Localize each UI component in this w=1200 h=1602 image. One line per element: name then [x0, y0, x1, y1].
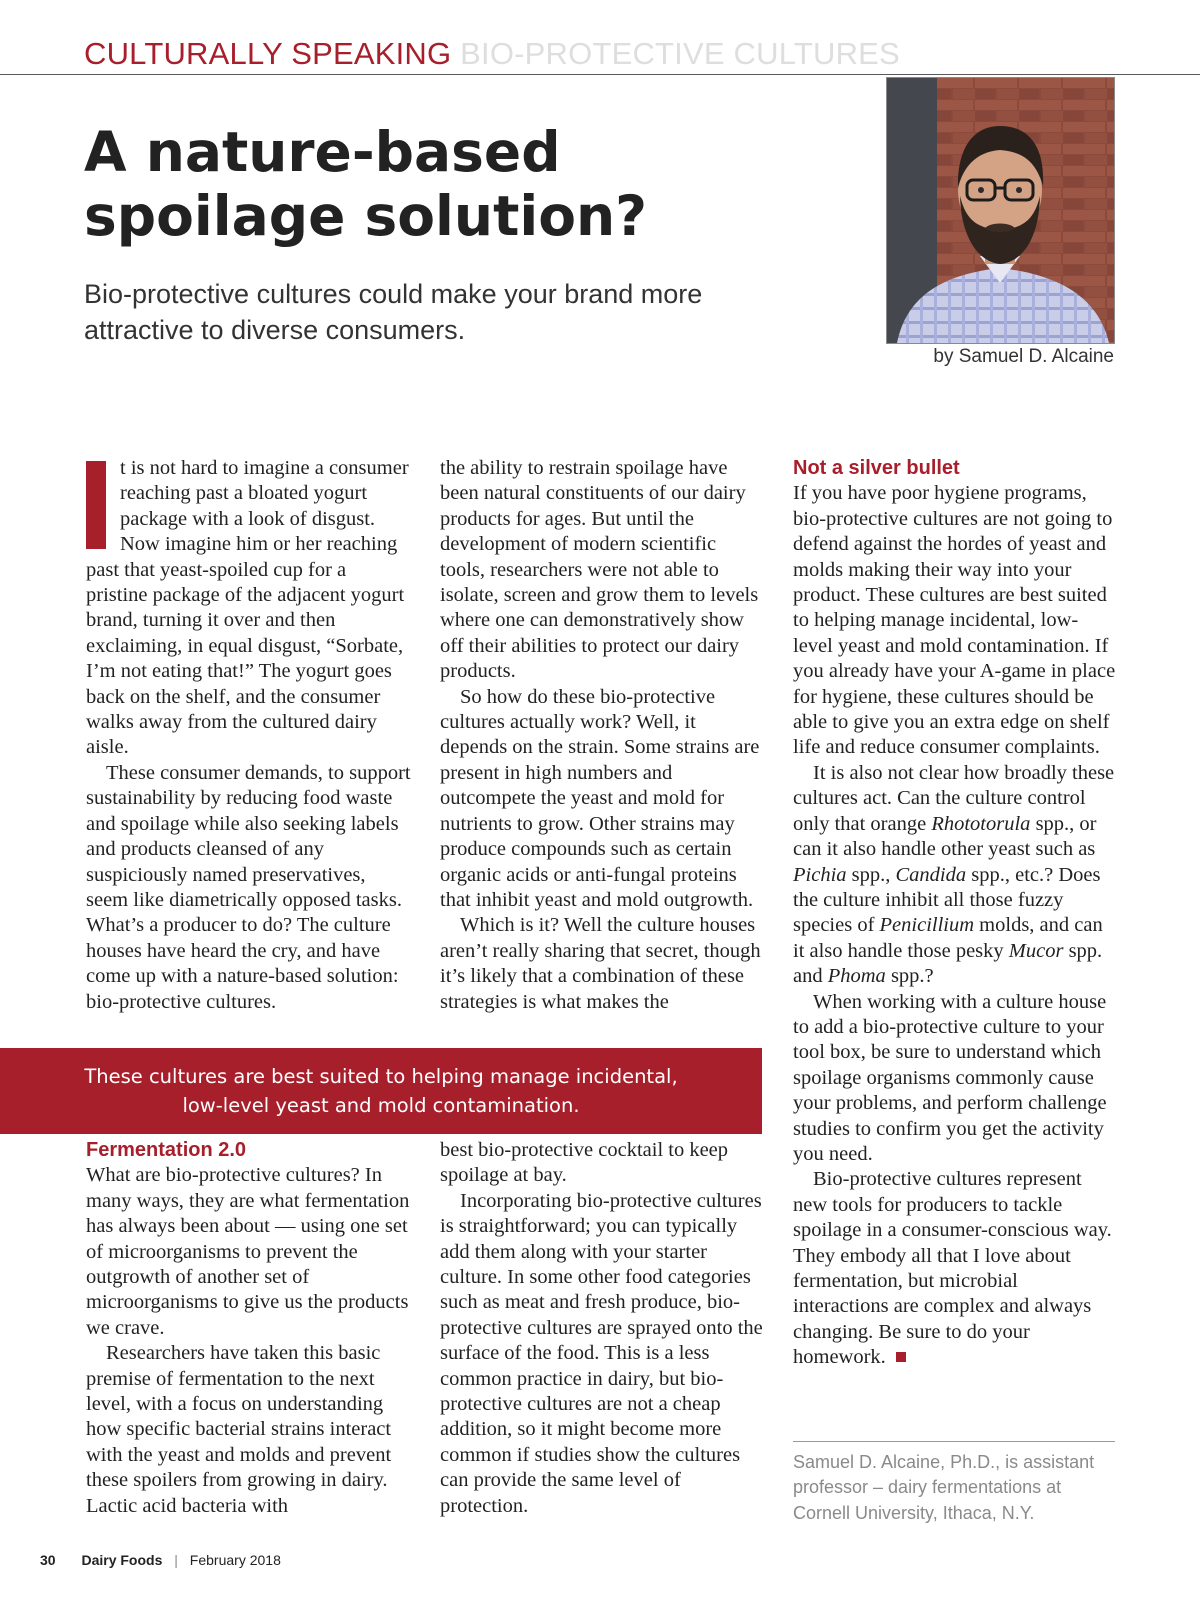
issue-date: February 2018: [189, 1552, 281, 1568]
drop-cap-bar: [86, 461, 106, 549]
byline: by Samuel D. Alcaine: [933, 346, 1114, 367]
article-deck: [84, 276, 744, 348]
page-footer: [40, 1552, 281, 1568]
text-run: spp.?: [885, 965, 934, 988]
paragraph: So how do these bio-protective cultures actually work? Well, it depends on the strain. Some strains are present in high numbers and outcompete the yeast and mold for nutrients to grow. Other strains may produce compounds such as certain organic acids or anti-fungal proteins that inhibit yeast and mold outgrowth.: [440, 685, 760, 911]
text-run: spp., or can it also handle other yeast such as: [793, 812, 1097, 861]
text-run: spp. and: [793, 939, 1103, 988]
headline-line-1: A nature-based: [84, 120, 561, 184]
column-1-bottom: [86, 1138, 412, 1519]
column-2-bottom: [440, 1138, 766, 1519]
species-name: Phoma: [827, 965, 886, 988]
species-name: Candida: [895, 863, 967, 886]
paragraph: Which is it? Well the culture houses aren’t really sharing that secret, though it’s likely that a combination of these strategies is what makes the: [440, 914, 761, 1013]
deck-line-1: Bio-protective cultures could make your brand more: [84, 279, 703, 309]
paragraph: Incorporating bio-protective cultures is straightforward; you can typically add them along with your starter culture. In some other food categories such as meat and fresh produce, bio-protective cultures are sprayed onto the surface of the food. This is a less common practice in dairy, but bio-protective cultures are not a cheap addition, so it might become more common if studies show the cultures can provide the same level of protection.: [440, 1189, 763, 1517]
paragraph: [793, 1167, 1118, 1370]
text-run: spp.,: [846, 863, 896, 886]
top-rule: [0, 74, 1200, 75]
paragraph: [793, 761, 1118, 990]
column-1-top: [86, 456, 412, 1015]
author-photo: [886, 77, 1115, 344]
author-portrait-image: [887, 78, 1114, 343]
column-2-top: [440, 456, 766, 1015]
section-heading: Fermentation 2.0: [86, 1139, 247, 1161]
department-kicker: [84, 38, 900, 69]
paragraph: best bio-protective cocktail to keep spoilage at bay.: [440, 1139, 729, 1187]
paragraph: Researchers have taken this basic premise of fermentation to the next level, with a focus on understanding how specific bacterial strains interact with the yeast and molds and prevent these spoilers from growing in dairy. Lactic acid bacteria with: [86, 1342, 392, 1517]
author-bio: Samuel D. Alcaine, Ph.D., is assistant professor – dairy fermentations at Cornell University, Ithaca, N.Y.: [793, 1452, 1095, 1523]
paragraph: t is not hard to imagine a consumer reaching past a bloated yogurt package with a look of disgust. Now imagine him or her reaching past that yeast-spoiled cup for a pristine package of the adjacent yogurt brand, turning it over and then exclaiming, in equal disgust, “Sorbate, I’m not eating that!” The yogurt goes back on the shelf, and the consumer walks away from the cultured dairy aisle.: [86, 457, 409, 759]
paragraph: These consumer demands, to support sustainability by reducing food waste and spoilage while also seeking labels and products cleansed of any suspiciously named preservatives, seem like diametrically opposed tasks. What’s a producer to do? The culture houses have heard the cry, and have come up with a nature-based solution: bio-protective cultures.: [86, 761, 411, 1013]
article-headline: [84, 120, 804, 248]
text-run: spp., etc.? Does the culture inhibit all those fuzzy species of: [793, 863, 1101, 937]
text-run: It is also not clear how broadly these cultures act. Can the culture control only that orange: [793, 761, 1115, 835]
kicker-topic: BIO-PROTECTIVE CULTURES: [460, 36, 900, 71]
closing-text: Bio-protective cultures represent new tools for producers to tackle spoilage in a consumer-conscious way. They embody all that I love about fermentation, but microbial interactions are complex and always changing. Be sure to do your homework.: [793, 1168, 1112, 1369]
footer-separator: |: [174, 1552, 178, 1568]
paragraph: What are bio-protective cultures? In many ways, they are what fermentation has always been about — using one set of microorganisms to prevent the outgrowth of another set of microorganisms to give us the products we crave.: [86, 1164, 410, 1339]
drop-cap: [86, 461, 106, 549]
paragraph: the ability to restrain spoilage have been natural constituents of our dairy products for ages. But until the development of modern scientific tools, researchers were not able to isolate, screen and grow them to levels where one can demonstratively show off their abilities to protect our dairy products.: [440, 457, 759, 683]
publication-name: Dairy Foods: [81, 1552, 163, 1568]
species-name: Mucor: [1008, 939, 1064, 962]
deck-line-2: attractive to diverse consumers.: [84, 315, 466, 345]
paragraph: If you have poor hygiene programs, bio-protective cultures are not going to defend against the hordes of yeast and molds making their way into your product. These cultures are best suited to helping manage incidental, low-level yeast and mold contamination. If you already have your A-game in place for hygiene, these cultures should be able to give you an extra edge on shelf life and reduce consumer complaints.: [793, 482, 1116, 759]
paragraph: When working with a culture house to add a bio-protective culture to your tool box, be sure to understand which spoilage organisms commonly cause your problems, and perform challenge studies to confirm you get the activity you need.: [793, 990, 1107, 1165]
end-mark-icon: [896, 1352, 906, 1362]
kicker-department: CULTURALLY SPEAKING: [84, 36, 452, 71]
page-number: 30: [40, 1552, 56, 1568]
species-name: Rhototorula: [931, 812, 1031, 835]
text-run: molds, and can it also handle those pesky: [793, 914, 1103, 962]
column-3: [793, 456, 1118, 1371]
pull-quote: [0, 1048, 762, 1134]
section-heading: Not a silver bullet: [793, 457, 960, 479]
pull-quote-text: These cultures are best suited to helping manage incidental, low-level yeast and mold contamination.: [84, 1065, 678, 1117]
species-name: Pichia: [793, 863, 847, 886]
bio-divider: [793, 1441, 1115, 1442]
headline-line-2: spoilage solution?: [84, 184, 648, 248]
species-name: Penicillium: [879, 914, 975, 937]
